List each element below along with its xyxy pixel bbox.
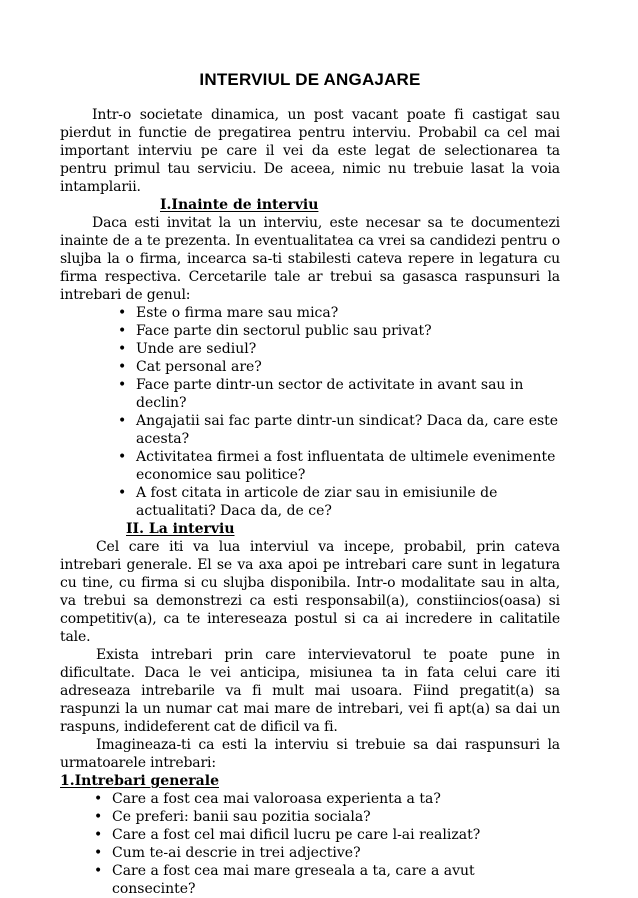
list-item: • Care a fost cel mai dificil lucru pe care l-ai realizat? bbox=[60, 826, 560, 844]
section2-paragraph-1: Cel care iti va lua interviul va incepe, probabil, prin cateva intrebari generale. El se va axa apoi pe intrebari care sunt in legatura cu tine, cu firma si cu slujba disponibila. Intr-o modalitate sau in alta, va trebui sa demonstrezi ca esti responsabil(a), constiincios(oasa) si competitiv(a), ca te intereseaza postul si ca ai incredere in calitatile tale. bbox=[60, 539, 560, 645]
list-item: • Este o firma mare sau mica? bbox=[60, 304, 560, 322]
list-item: • Ce preferi: banii sau pozitia sociala? bbox=[60, 808, 560, 826]
list-item: • A fost citata in articole de ziar sau in emisiunile de actualitati? Daca da, de ce? bbox=[60, 484, 560, 520]
general-questions-list bbox=[60, 790, 560, 898]
list-item: • Activitatea firmei a fost influentata de ultimele evenimente economice sau politice? bbox=[60, 448, 560, 484]
section-heading-at-interview: II. La interviu bbox=[126, 521, 235, 537]
section-heading-general-questions: 1.Intrebari generale bbox=[60, 773, 219, 789]
section1-paragraph: Daca esti invitat la un interviu, este necesar sa te documentezi inainte de a te prezenta. In eventualitatea ca vrei sa candidezi pentru o slujba la o firma, incearca sa-ti stabilesti cateva repere in legatura cu firma respectiva. Cercetarile tale ar trebui sa gasasca raspunsuri la intrebari de genul: bbox=[60, 215, 560, 303]
section2-paragraph-2: Exista intrebari prin care intervievatorul te poate pune in dificultate. Daca le vei anticipa, misiunea ta in fata celui care iti adreseaza intrebarile va fi mult mai usoara. Fiind pregatit(a) sa raspunzi la un numar cat mai mare de intrebari, vei fi apt(a) sa dai un raspuns, indideferent cat de dificil va fi. bbox=[60, 647, 560, 735]
list-item: • Face parte dintr-un sector de activitate in avant sau in declin? bbox=[60, 376, 560, 412]
section2-paragraph-3: Imagineaza-ti ca esti la interviu si trebuie sa dai raspunsuri la urmatoarele intrebari: bbox=[60, 737, 560, 771]
list-item: • Care a fost cea mai mare greseala a ta, care a avut consecinte? bbox=[60, 862, 560, 898]
intro-paragraph: Intr-o societate dinamica, un post vacant poate fi castigat sau pierdut in functie de pregatirea pentru interviu. Probabil ca cel mai important interviu pe care il vei da este legat de selectionarea ta pentru primul tau serviciu. De aceea, nimic nu trebuie lasat la voia intamplarii. bbox=[60, 107, 560, 195]
list-item: • Face parte din sectorul public sau privat? bbox=[60, 322, 560, 340]
list-item: • Care a fost cea mai valoroasa experienta a ta? bbox=[60, 790, 560, 808]
company-questions-list bbox=[60, 304, 560, 520]
list-item: • Cat personal are? bbox=[60, 358, 560, 376]
list-item: • Angajatii sai fac parte dintr-un sindicat? Daca da, care este acesta? bbox=[60, 412, 560, 448]
document-title: INTERVIUL DE ANGAJARE bbox=[199, 70, 421, 89]
section-heading-before-interview: I.Inainte de interviu bbox=[160, 197, 319, 213]
list-item: • Unde are sediul? bbox=[60, 340, 560, 358]
list-item: • Cum te-ai descrie in trei adjective? bbox=[60, 844, 560, 862]
